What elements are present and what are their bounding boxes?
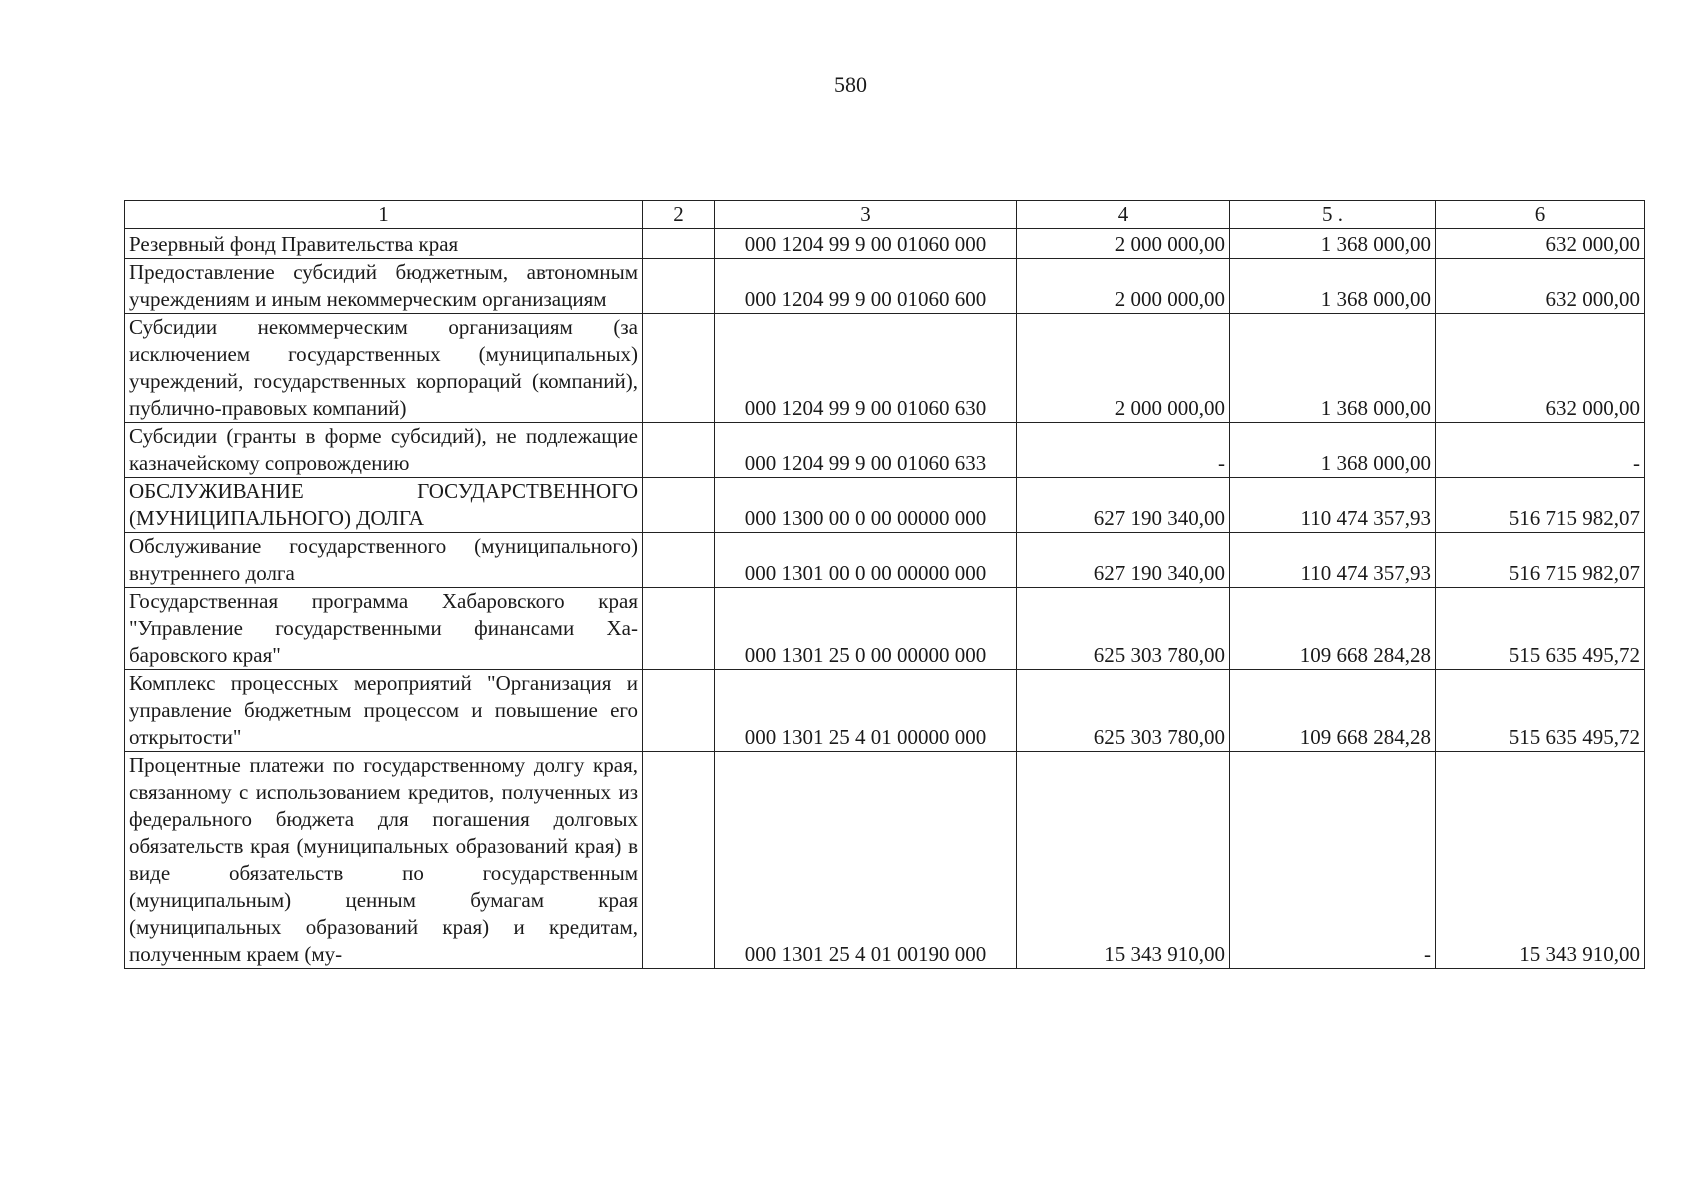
row-value-6: 516 715 982,07	[1436, 533, 1645, 588]
row-value-5: 1 368 000,00	[1230, 423, 1436, 478]
row-name: Предоставление субсидий бюджетным, автономным учреждениям и иным некоммерческим организациям	[125, 259, 643, 314]
row-value-6: 15 343 910,00	[1436, 752, 1645, 969]
row-value-4: 627 190 340,00	[1017, 533, 1230, 588]
row-col2	[643, 670, 715, 752]
table-row	[125, 670, 1645, 752]
row-value-5: 109 668 284,28	[1230, 670, 1436, 752]
row-col2	[643, 423, 715, 478]
row-value-6: 632 000,00	[1436, 314, 1645, 423]
table-row	[125, 259, 1645, 314]
row-col2	[643, 229, 715, 259]
row-value-5: 1 368 000,00	[1230, 229, 1436, 259]
row-code: 000 1301 00 0 00 00000 000	[715, 533, 1017, 588]
row-value-4: 627 190 340,00	[1017, 478, 1230, 533]
row-value-4: -	[1017, 423, 1230, 478]
row-value-6: 632 000,00	[1436, 229, 1645, 259]
row-col2	[643, 314, 715, 423]
row-name: ОБСЛУЖИВАНИЕ ГОСУДАРСТВЕННОГО (МУНИЦИПАЛЬНОГО) ДОЛГА	[125, 478, 643, 533]
column-header: 1	[125, 201, 643, 229]
row-col2	[643, 478, 715, 533]
row-value-5: 1 368 000,00	[1230, 314, 1436, 423]
header-row	[125, 201, 1645, 229]
row-code: 000 1301 25 4 01 00000 000	[715, 670, 1017, 752]
table-row	[125, 478, 1645, 533]
row-value-6: 516 715 982,07	[1436, 478, 1645, 533]
table-row	[125, 533, 1645, 588]
row-name: Государственная программа Хабаровского края "Управление государственными финансами Хабаровского края"	[125, 588, 643, 670]
row-code: 000 1300 00 0 00 00000 000	[715, 478, 1017, 533]
row-name: Обслуживание государственного (муниципального) внутреннего долга	[125, 533, 643, 588]
row-value-4: 2 000 000,00	[1017, 259, 1230, 314]
row-name: Субсидии некоммерческим организациям (за исключением государственных (муниципальных) учреждений, государственных корпораций (компаний), публично-правовых компаний)	[125, 314, 643, 423]
row-code: 000 1204 99 9 00 01060 000	[715, 229, 1017, 259]
row-value-5: 110 474 357,93	[1230, 478, 1436, 533]
row-col2	[643, 752, 715, 969]
row-value-5: 109 668 284,28	[1230, 588, 1436, 670]
row-value-6: 515 635 495,72	[1436, 588, 1645, 670]
table-row	[125, 423, 1645, 478]
row-name: Комплекс процессных мероприятий "Организация и управление бюджетным процессом и повышение его открытости"	[125, 670, 643, 752]
column-header: 4	[1017, 201, 1230, 229]
row-code: 000 1204 99 9 00 01060 600	[715, 259, 1017, 314]
row-value-5: 1 368 000,00	[1230, 259, 1436, 314]
row-value-4: 15 343 910,00	[1017, 752, 1230, 969]
row-value-5: -	[1230, 752, 1436, 969]
page-number: 580	[834, 72, 867, 97]
table-row	[125, 752, 1645, 969]
row-value-6: 515 635 495,72	[1436, 670, 1645, 752]
row-name: Резервный фонд Правительства края	[125, 229, 643, 259]
row-code: 000 1204 99 9 00 01060 633	[715, 423, 1017, 478]
row-code: 000 1301 25 0 00 00000 000	[715, 588, 1017, 670]
column-header: 5 .	[1230, 201, 1436, 229]
column-header: 3	[715, 201, 1017, 229]
row-col2	[643, 259, 715, 314]
row-name: Процентные платежи по государственному долгу края, связанному с использованием кредитов, полученных из федерального бюджета для погашения долговых обязательств края (муниципальных образований края) в виде обязательств по государственным (муниципальным) ценным бумагам края (муниципальных образований края) и кредитам, полученным краем (му-	[125, 752, 643, 969]
row-code: 000 1301 25 4 01 00190 000	[715, 752, 1017, 969]
column-header: 2	[643, 201, 715, 229]
row-col2	[643, 533, 715, 588]
table-row	[125, 588, 1645, 670]
row-value-6: -	[1436, 423, 1645, 478]
row-value-4: 625 303 780,00	[1017, 670, 1230, 752]
row-value-4: 2 000 000,00	[1017, 314, 1230, 423]
row-value-6: 632 000,00	[1436, 259, 1645, 314]
budget-table	[124, 200, 1645, 969]
row-value-5: 110 474 357,93	[1230, 533, 1436, 588]
row-code: 000 1204 99 9 00 01060 630	[715, 314, 1017, 423]
table-row	[125, 229, 1645, 259]
row-value-4: 625 303 780,00	[1017, 588, 1230, 670]
row-value-4: 2 000 000,00	[1017, 229, 1230, 259]
row-name: Субсидии (гранты в форме субсидий), не подлежащие казначейскому сопровождению	[125, 423, 643, 478]
row-col2	[643, 588, 715, 670]
column-header: 6	[1436, 201, 1645, 229]
table-row	[125, 314, 1645, 423]
